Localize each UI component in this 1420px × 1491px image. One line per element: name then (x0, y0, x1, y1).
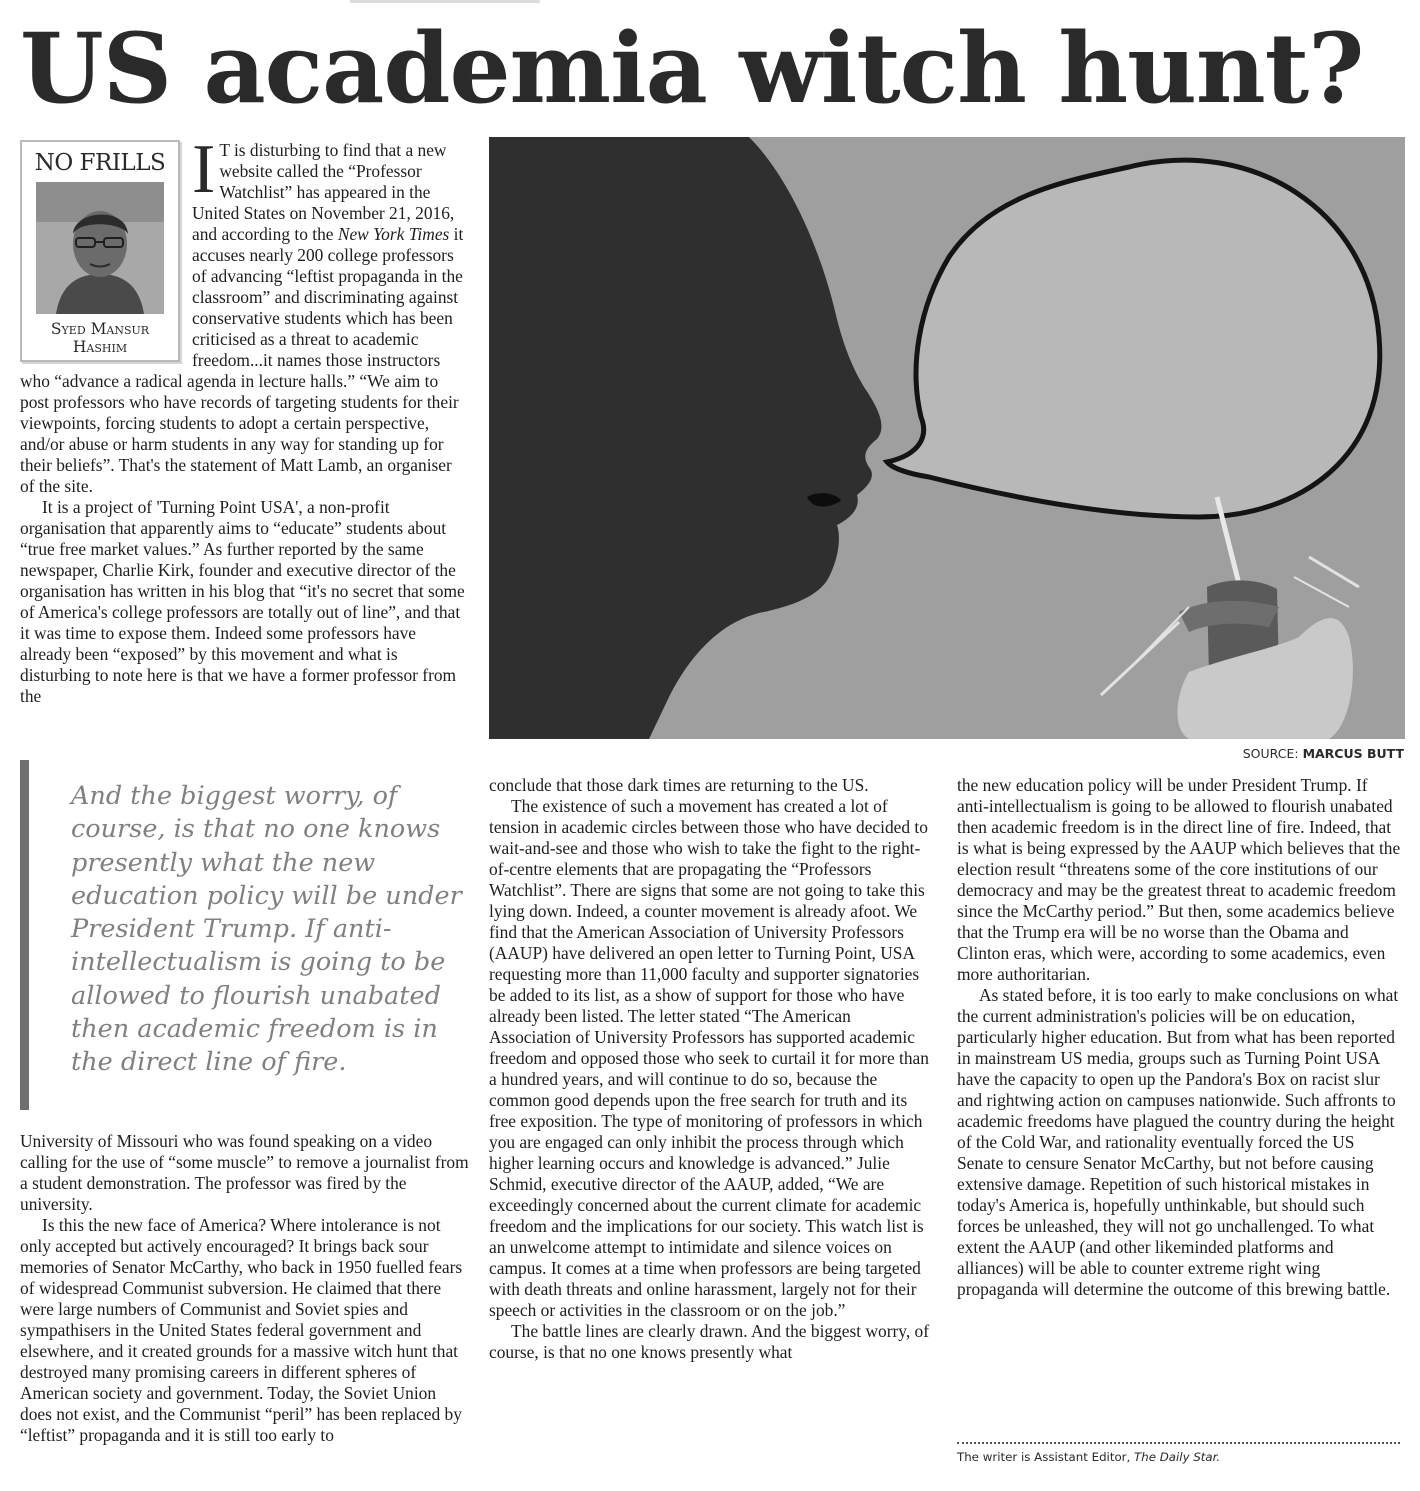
column-name: NO FRILLS (34, 150, 166, 176)
illustration (489, 137, 1405, 739)
paragraph: Is this the new face of America? Where intolerance is not only accepted but actively encouraged? It brings back sour memories of Senator McCarthy, who back in 1950 fuelled fears of widespread Communist subversion. He claimed that there were large numbers of Communist and Soviet spies and sympathisers in the United States federal government and elsewhere, and it created grounds for a massive witch hunt that destroyed many promising careers in different spheres of American society and government. Today, the Soviet Union does not exist, and the Communist “peril” has been replaced by “leftist” propaganda and it is still too early to (20, 1215, 463, 1445)
author-box (20, 140, 180, 362)
image-credit: SOURCE: MARCUS BUTT (1242, 746, 1404, 761)
dropcap: I (192, 140, 216, 208)
column-1-top (20, 140, 470, 745)
pull-quote (20, 760, 470, 1110)
publication-name: New York Times (337, 224, 450, 244)
author-portrait-icon (36, 182, 164, 314)
credit-name: MARCUS BUTT (1302, 746, 1404, 761)
footnote-publication: The Daily Star. (1134, 1450, 1221, 1464)
column-3 (957, 775, 1402, 1300)
pull-quote-text: And the biggest worry, of course, is that no one knows presently what the new education policy will be under President Trump. If anti-intellectualism is going to be allowed to flourish unabated then academic freedom is in the direct line of fire. (71, 781, 462, 1078)
paragraph: I T is disturbing to find that a new website called the “Professor Watchlist” has appeared in the United States on November 21, 2016, and according to the New York Times it accuses nearly 200 college professors of advancing “leftist propaganda in the classroom” and discriminating against conservative students which has been criticised as a threat to academic freedom...it names those instructors who “advance a radical agenda in lecture halls.” “We aim to post professors who have records of targeting students for their viewpoints, forcing students to adopt a certain perspective, and/or abuse or harm students in any way for standing up for their beliefs”. That's the statement of Matt Lamb, an organiser of the site. (20, 140, 464, 496)
paragraph: It is a project of 'Turning Point USA', a non-profit organisation that apparently aims to “educate” students about “true free market values.” As further reported by the same newspaper, Charlie Kirk, founder and executive director of the organisation has written in his blog that “it's no secret that some of America's college professors are totally out of line”, and that it was time to expose them. Indeed some professors have already been “exposed” by this movement and what is disturbing to note here is that we have a former professor from the (20, 497, 465, 706)
column-2 (489, 775, 934, 1363)
speech-silhouette-illustration (489, 137, 1405, 739)
paragraph: conclude that those dark times are returning to the US. (489, 775, 869, 795)
headline: US academia witch hunt? (20, 12, 1364, 125)
paragraph: the new education policy will be under President Trump. If anti-intellectualism is going to be allowed to flourish unabated then academic freedom is in the direct line of fire. Indeed, that is what is being expressed by the AAUP which believes that the election result “threatens some of the core institutions of our democracy and may be the greatest threat to academic freedom since the McCarthy period.” But then, some academics believe that the Trump era will be no worse than the Obama and Clinton eras, which were, according to some academics, even more authoritarian. (957, 775, 1401, 984)
paragraph: The battle lines are clearly drawn. And the biggest worry, of course, is that no one knows presently what (489, 1321, 930, 1362)
author-photo (36, 182, 164, 314)
column-1-bottom (20, 1131, 470, 1446)
author-name: Syed Mansur Hashim (50, 320, 150, 356)
top-rule (350, 0, 540, 3)
paragraph: University of Missouri who was found speaking on a video calling for the use of “some muscle” to remove a journalist from a student demonstration. The professor was fired by the university. (20, 1131, 469, 1214)
paragraph: The existence of such a movement has created a lot of tension in academic circles between those who have decided to wait-and-see and those who wish to take the fight to the right-of-centre elements that are propagating the “Professors Watchlist”. There are signs that some are not going to take this lying down. Indeed, a counter movement is already afoot. We find that the American Association of University Professors (AAUP) have delivered an open letter to Turning Point, USA requesting more than 11,000 faculty and supporter signatories be added to its list, as a show of support for those who have already been listed. The letter stated “The American Association of University Professors has supported academic freedom and opposed those who seek to curtail it for more than a hundred years, and will continue to do so, because the common good depends upon the free search for truth and its free exposition. The type of monitoring of professors in which you are engaged can only inhibit the process through which higher learning occurs and knowledge is advanced.” Julie Schmid, executive director of the AAUP, added, “We are exceedingly concerned about the current climate for academic freedom and the implications for our society. This watch list is an unwelcome attempt to intimidate and silence voices on campus. It comes at a time when professors are being targeted with death threats and online harassment, largely not for their speech or activities in the classroom or on the job.” (489, 796, 929, 1320)
paragraph: As stated before, it is too early to make conclusions on what the current administration's policies will be on education, particularly higher education. But from what has been reported in mainstream US media, groups such as Turning Point USA have the capacity to open up the Pandora's Box on racist slur and rightwing action on campuses nationwide. Such affronts to academic freedoms have plagued the country during the height of the Cold War, and rationality eventually forced the US Senate to censure Senator McCarthy, but not before causing extensive damage. Repetition of such historical mistakes in today's America is, hopefully unthinkable, but should such forces be unleashed, they will not go unchallenged. To what extent the AAUP (and other likeminded platforms and alliances) will be able to counter extreme right wing propaganda will determine the outcome of this brewing battle. (957, 985, 1399, 1299)
footnote-divider (957, 1442, 1400, 1444)
author-footnote: The writer is Assistant Editor, The Daily Star. (957, 1450, 1221, 1464)
